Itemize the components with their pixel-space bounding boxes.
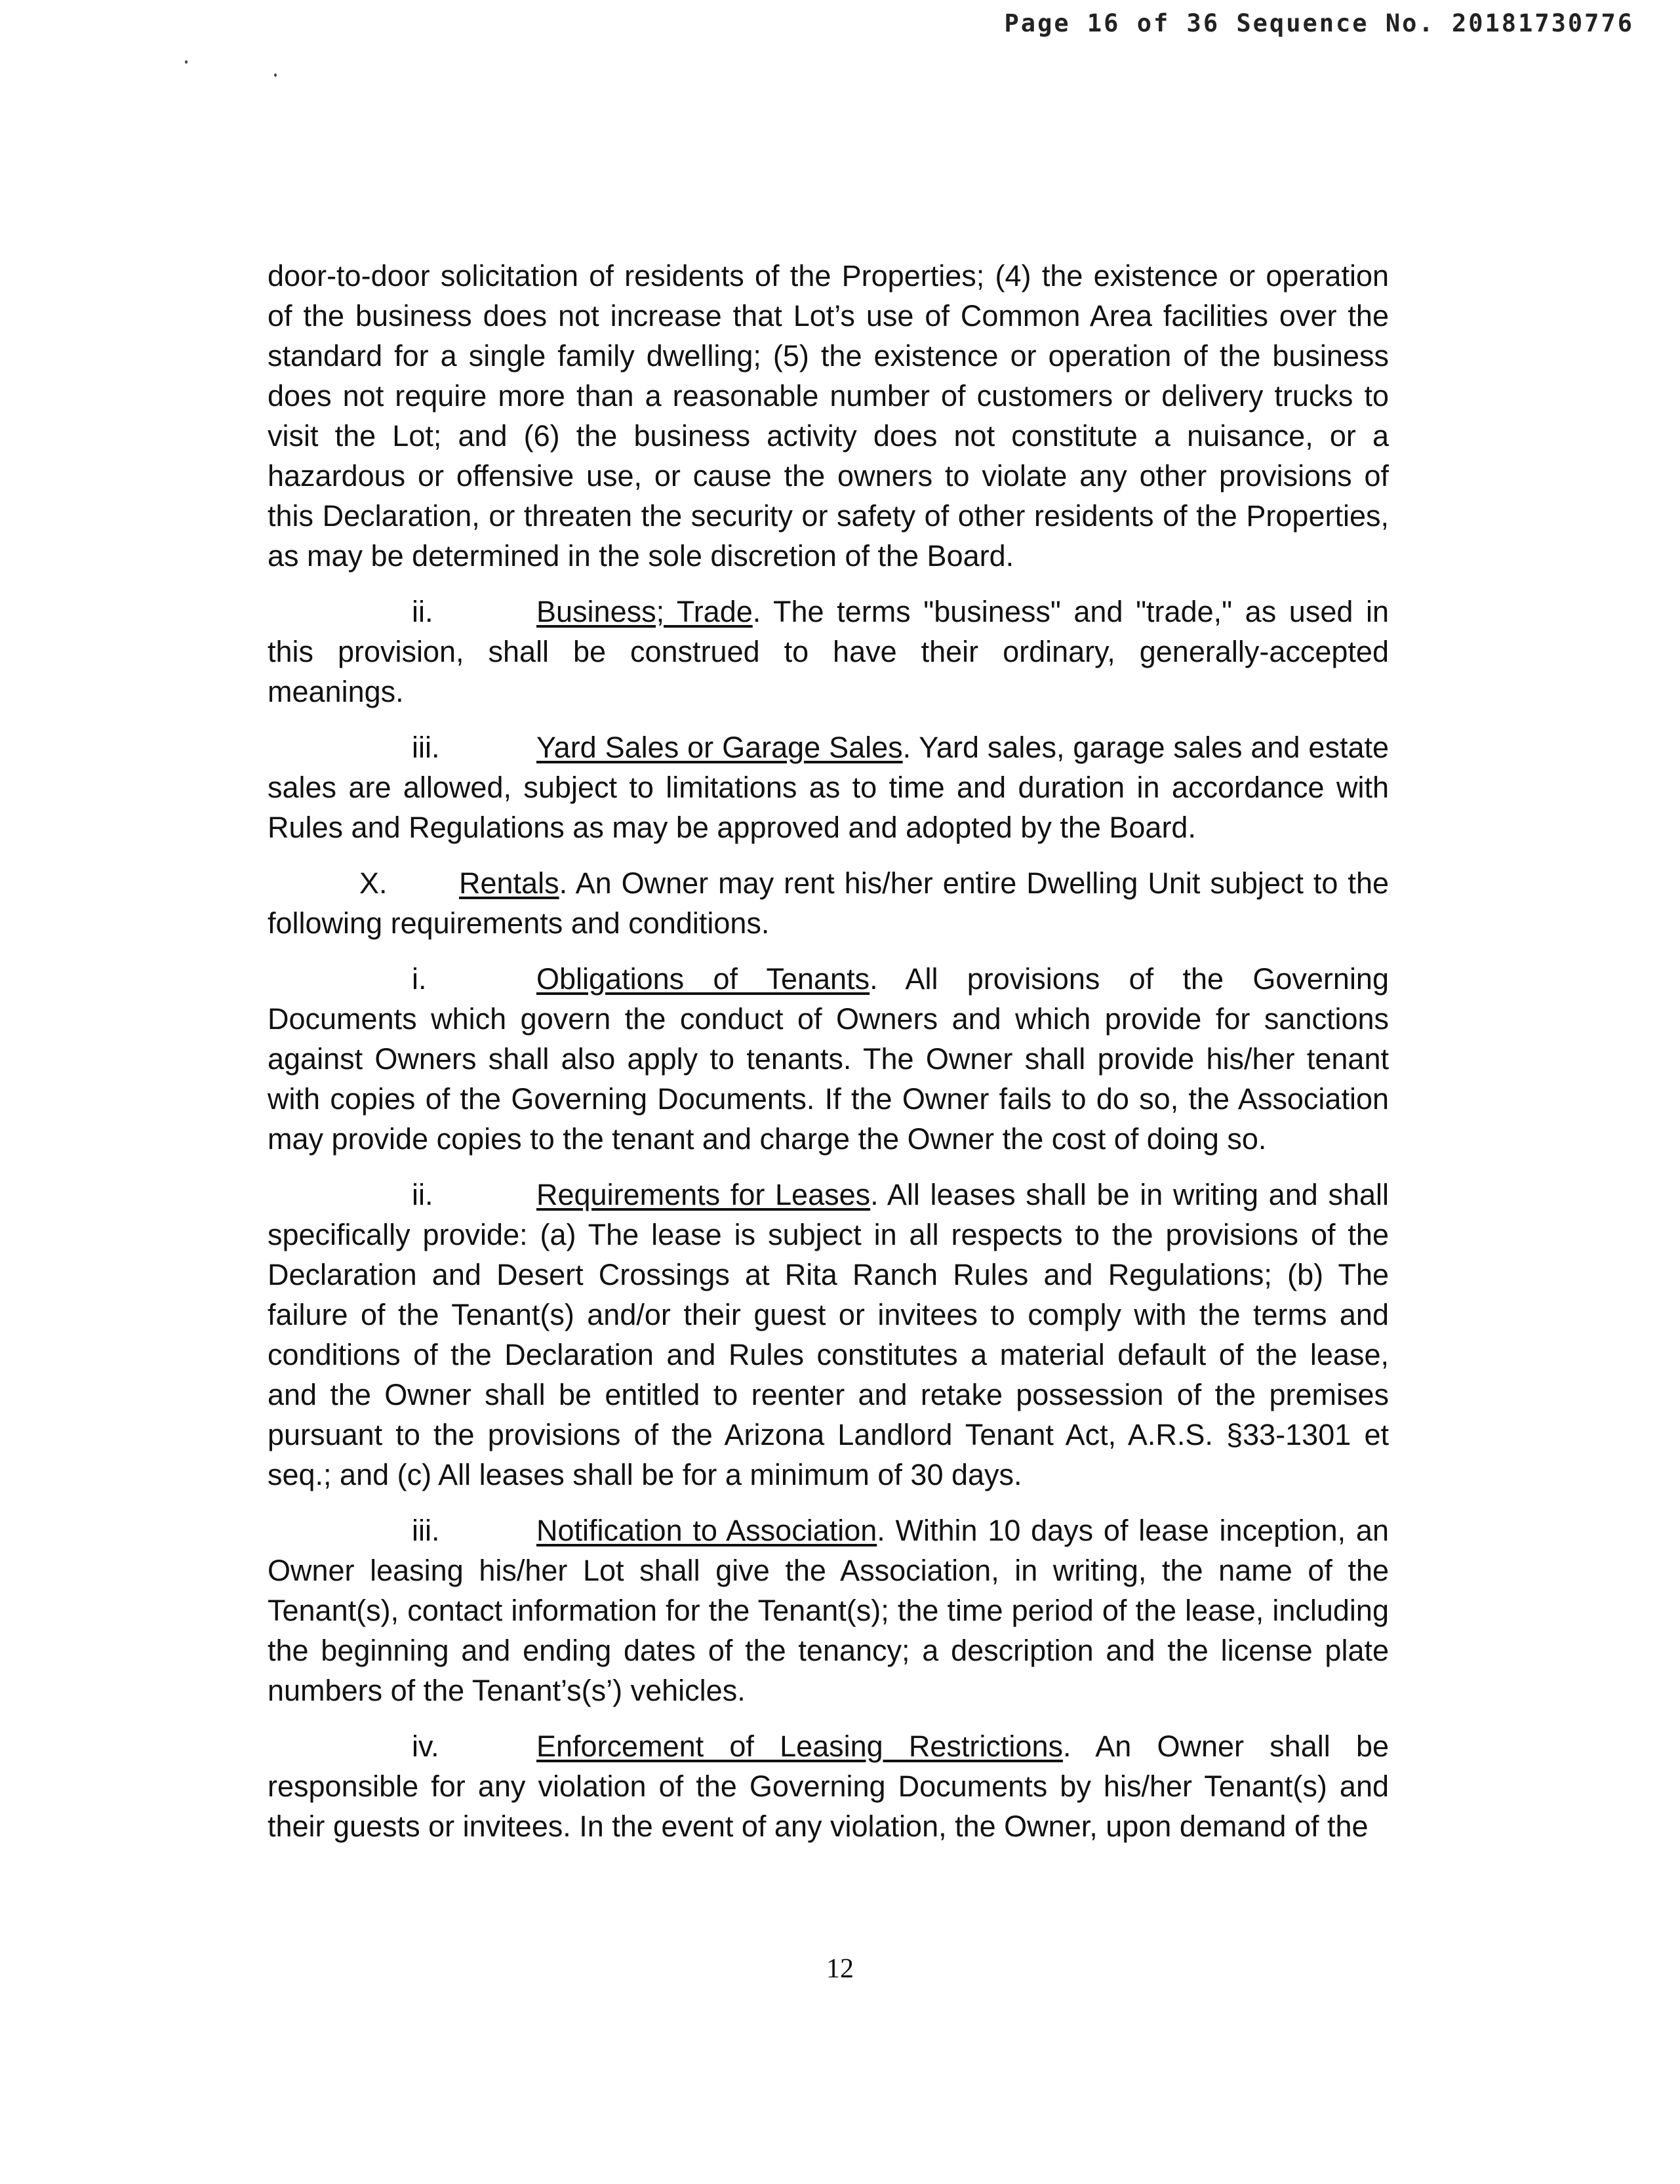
sequence-header: Page 16 of 36 Sequence No. 20181730776 (1004, 9, 1634, 37)
section-heading: Obligations of Tenants (536, 962, 870, 996)
section-rentals (268, 863, 1389, 943)
section-text: . All provisions of the Governing Documents which govern the conduct of Owners and which provide for sanctions against Owners shall also apply to tenants. The Owner shall provide his/her tenant with copies of the Governing Documents. If the Owner fails to do so, the Association may provide copies to the tenant and charge the Owner the cost of doing so. (268, 962, 1389, 1156)
scan-speck (274, 73, 277, 77)
document-body (268, 256, 1389, 1862)
opening-paragraph: door-to-door solicitation of residents of the Properties; (4) the existence or operation of the business does not increase that Lot’s use of Common Area facilities over the standard for a single family dwelling; (5) the existence or operation of the business does not require more than a reasonable number of customers or delivery trucks to visit the Lot; and (6) the business activity does not constitute a nuisance, or a hazardous or offensive use, or cause the owners to violate any other provisions of this Declaration, or threaten the security or safety of other residents of the Properties, as may be determined in the sole discretion of the Board. (268, 259, 1389, 573)
section-heading: Rentals (459, 866, 559, 900)
section-number: ii. (412, 595, 433, 628)
section-requirements-for-leases (268, 1175, 1389, 1495)
scan-speck (185, 60, 188, 64)
section-number: iii. (412, 731, 440, 764)
section-text: . The terms "business" and "trade," as used in this provision, shall be construed to have their ordinary, generally-accepted meanings. (268, 595, 1389, 708)
section-enforcement-of-leasing (268, 1726, 1389, 1846)
section-text: . Within 10 days of lease inception, an Owner leasing his/her Lot shall give the Association, in writing, the name of the Tenant(s), contact information for the Tenant(s); the time period of the lease, including the beginning and ending dates of the tenancy; a description and the license plate numbers of the Tenant’s(s’) vehicles. (268, 1514, 1389, 1707)
section-text: . An Owner shall be responsible for any violation of the Governing Documents by his/her Tenant(s) and their guests or invitees. In the event of any violation, the Owner, upon demand of the (268, 1729, 1389, 1843)
section-text: . Yard sales, garage sales and estate sales are allowed, subject to limitations as to time and duration in accordance with Rules and Regulations as may be approved and adopted by the Board. (268, 731, 1389, 844)
section-business-trade (268, 592, 1389, 712)
section-heading: Business; Trade (536, 595, 753, 628)
section-number: ii. (412, 1178, 433, 1211)
section-number: iv. (412, 1729, 439, 1763)
section-obligations-of-tenants (268, 959, 1389, 1159)
section-text: . All leases shall be in writing and shall specifically provide: (a) The lease is subject in all respects to the provisions of the Declaration and Desert Crossings at Rita Ranch Rules and Regulations; (b) The failure of the Tenant(s) and/or their guest or invitees to comply with the terms and conditions of the Declaration and Rules constitutes a material default of the lease, and the Owner shall be entitled to reenter and retake possession of the premises pursuant to the provisions of the Arizona Landlord Tenant Act, A.R.S. §33-1301 et seq.; and (c) All leases shall be for a minimum of 30 days. (268, 1178, 1389, 1491)
section-number: i. (412, 962, 427, 996)
section-heading: Notification to Association (536, 1514, 877, 1547)
section-heading: Yard Sales or Garage Sales (536, 731, 903, 764)
section-number: X. (359, 866, 388, 900)
section-number: iii. (412, 1514, 440, 1547)
section-notification-to-association (268, 1510, 1389, 1710)
section-heading: Requirements for Leases (536, 1178, 871, 1211)
page-number: 12 (826, 1954, 854, 1984)
section-heading: Enforcement of Leasing Restrictions (536, 1729, 1063, 1763)
section-text: . An Owner may rent his/her entire Dwelling Unit subject to the following requirements and conditions. (268, 866, 1389, 940)
section-yard-sales (268, 727, 1389, 847)
